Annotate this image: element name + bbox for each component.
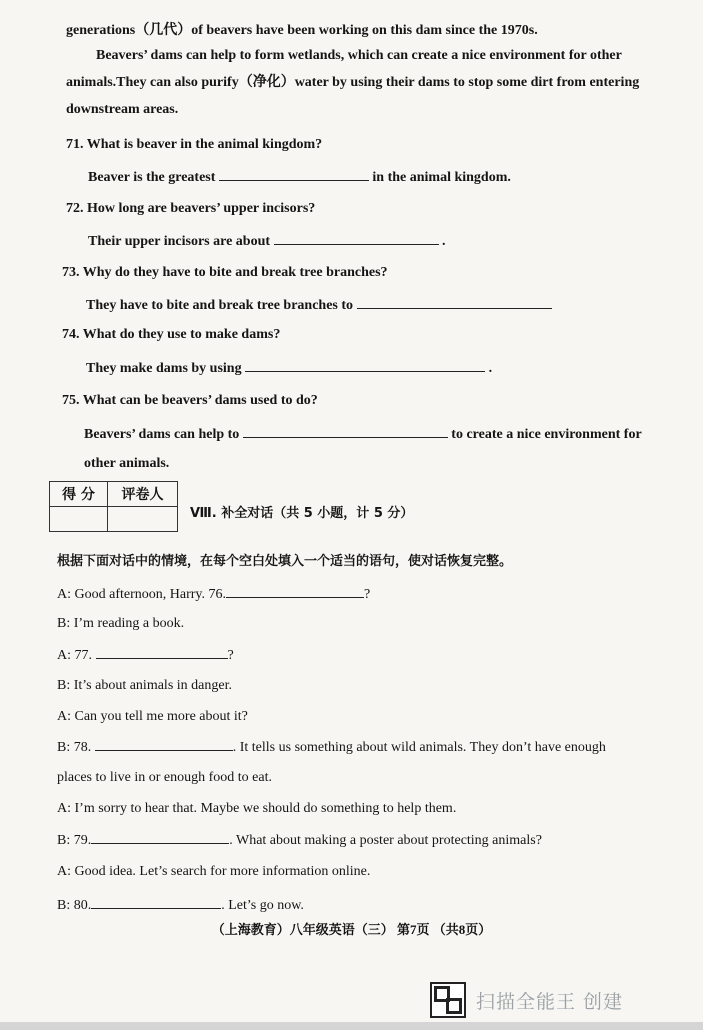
- dialogue-76-suffix: ?: [364, 587, 371, 602]
- answer-73-prefix: They have to bite and break tree branches to: [86, 298, 354, 313]
- question-72: 72. How long are beavers’ upper incisors?: [66, 201, 316, 216]
- grader-cell[interactable]: [108, 507, 178, 532]
- question-74: 74. What do they use to make dams?: [62, 327, 281, 342]
- section-title: Ⅷ. 补全对话（共 5 小题，计 5 分）: [190, 506, 414, 521]
- dialogue-78-blank[interactable]: [95, 738, 233, 751]
- scanner-watermark: [430, 982, 623, 1018]
- dialogue-77-prefix: A: 77.: [57, 648, 92, 663]
- grader-header: 评卷人: [108, 482, 178, 507]
- question-75: 75. What can be beavers’ dams used to do?: [62, 393, 318, 408]
- dialogue-77-blank[interactable]: [96, 646, 228, 659]
- answer-74-suffix: .: [488, 361, 493, 376]
- bottom-bar: [0, 1022, 703, 1030]
- passage-line-4: downstream areas.: [66, 102, 179, 117]
- qr-code-icon: [430, 982, 466, 1018]
- dialogue-line-4: B: It’s about animals in danger.: [57, 678, 232, 693]
- answer-75-blank[interactable]: [243, 425, 448, 438]
- score-header: 得 分: [50, 482, 108, 507]
- dialogue-line-76: [57, 585, 370, 604]
- dialogue-line-8: A: I’m sorry to hear that. Maybe we should do something to help them.: [57, 801, 457, 816]
- dialogue-80-prefix: B: 80.: [57, 898, 92, 913]
- answer-74-prefix: They make dams by using: [86, 361, 242, 376]
- answer-72-suffix: .: [442, 234, 446, 249]
- dialogue-line-5: A: Can you tell me more about it?: [57, 709, 248, 724]
- answer-75-prefix: Beavers’ dams can help to: [84, 427, 240, 442]
- dialogue-79-blank[interactable]: [91, 831, 229, 844]
- dialogue-line-2: B: I’m reading a book.: [57, 616, 185, 631]
- answer-74-blank[interactable]: [245, 359, 485, 372]
- answer-line-73: [86, 296, 552, 315]
- question-71: 71. What is beaver in the animal kingdom?: [66, 137, 323, 152]
- dialogue-line-78: [57, 738, 606, 757]
- answer-75-continuation: other animals.: [84, 456, 170, 471]
- answer-line-72: [88, 232, 446, 251]
- dialogue-79-prefix: B: 79.: [57, 833, 92, 848]
- answer-line-75: [84, 425, 642, 444]
- passage-line-1: generations（几代）of beavers have been working on this dam since the 1970s.: [66, 23, 538, 38]
- dialogue-80-suffix: . Let’s go now.: [221, 898, 304, 913]
- score-cell[interactable]: [50, 507, 108, 532]
- question-73: 73. Why do they have to bite and break tree branches?: [62, 265, 388, 280]
- dialogue-76-prefix: A: Good afternoon, Harry. 76.: [57, 587, 226, 602]
- answer-71-suffix: in the animal kingdom.: [372, 170, 511, 185]
- dialogue-79-suffix: . What about making a poster about protecting animals?: [229, 833, 542, 848]
- dialogue-line-80: [57, 896, 304, 915]
- dialogue-line-7: places to live in or enough food to eat.: [57, 770, 272, 785]
- passage-line-2: Beavers’ dams can help to form wetlands, which can create a nice environment for other: [96, 48, 622, 63]
- page-footer: （上海教育）八年级英语（三） 第7页 （共8页）: [211, 922, 492, 937]
- dialogue-80-blank[interactable]: [91, 896, 221, 909]
- answer-75-suffix: to create a nice environment for: [451, 427, 642, 442]
- dialogue-78-prefix: B: 78.: [57, 740, 92, 755]
- answer-71-blank[interactable]: [219, 168, 369, 181]
- watermark-text: 扫描全能王 创建: [476, 990, 624, 1013]
- dialogue-78-suffix: . It tells us something about wild animals. They don’t have enough: [232, 740, 606, 755]
- answer-73-blank[interactable]: [357, 296, 552, 309]
- answer-72-blank[interactable]: [274, 232, 439, 245]
- dialogue-76-blank[interactable]: [226, 585, 364, 598]
- answer-line-71: [88, 168, 511, 187]
- dialogue-line-79: [57, 831, 542, 850]
- answer-72-prefix: Their upper incisors are about: [88, 234, 271, 249]
- answer-71-prefix: Beaver is the greatest: [88, 170, 216, 185]
- dialogue-77-suffix: ?: [227, 648, 234, 663]
- score-table: [49, 481, 178, 532]
- section-instruction: 根据下面对话中的情境，在每个空白处填入一个适当的语句，使对话恢复完整。: [57, 554, 513, 569]
- dialogue-line-77: [57, 646, 234, 665]
- answer-line-74: [86, 359, 492, 378]
- passage-line-3: animals.They can also purify（净化）water by using their dams to stop some dirt from entering: [66, 75, 640, 90]
- dialogue-line-10: A: Good idea. Let’s search for more information online.: [57, 864, 371, 879]
